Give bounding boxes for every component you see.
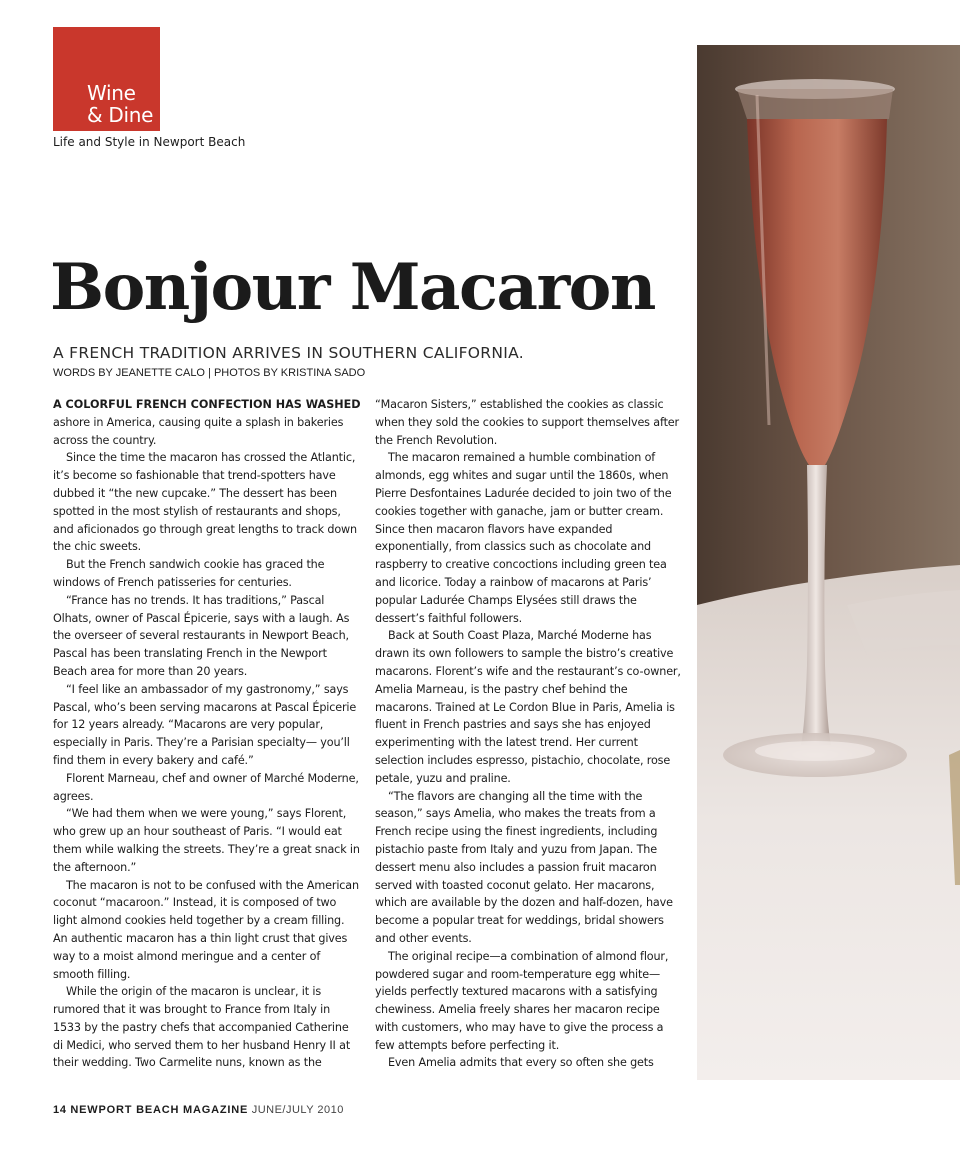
paragraph: “France has no trends. It has traditions,” Pascal Olhats, owner of Pascal Épicerie, says with a laugh. As the overseer of several restaurants in Newport Beach, Pascal has been translating French in the Newport Beach area for more than 20 years. <box>53 593 350 678</box>
paragraph: “The flavors are changing all the time with the season,” says Amelia, who makes the treats from a French recipe using the finest ingredients, including pistachio paste from Italy and yuzu from Japan. The dessert menu also includes a passion fruit macaron served with toasted coconut gelato. Her macarons, which are available by the dozen and half-dozen, have become a popular treat for weddings, bridal showers and other events. <box>375 789 673 945</box>
page-number: 14 <box>53 1104 67 1116</box>
article-byline: WORDS BY JEANETTE CALO | PHOTOS BY KRISTINA SADO <box>53 367 366 379</box>
paragraph: “I feel like an ambassador of my gastronomy,” says Pascal, who’s been serving macarons at Pascal Épicerie for 12 years already. “Macarons are very popular, especially in Paris. They’re a Parisian specialty— you’ll find them in every bakery and café.” <box>53 682 357 767</box>
paragraph: The original recipe—a combination of almond flour, powdered sugar and room-temperature egg white—yields perfectly textured macarons with a satisfying chewiness. Amelia freely shares her macaron recipe with customers, who may have to give the process a few attempts before perfecting it. <box>375 949 669 1052</box>
article-column-left <box>53 396 361 1072</box>
paragraph: “Macaron Sisters,” established the cookies as classic when they sold the cookies to support themselves after the French Revolution. <box>375 398 679 447</box>
paragraph: “We had them when we were young,” says Florent, who grew up an hour southeast of Paris. “I would eat them while walking the streets. They’re a great snack in the afternoon.” <box>53 807 360 874</box>
page-footer <box>53 1104 344 1116</box>
issue-date: JUNE/JULY 2010 <box>251 1104 344 1116</box>
logo-line-2: & Dine <box>87 103 154 127</box>
article-subtitle: A FRENCH TRADITION ARRIVES IN SOUTHERN CALIFORNIA. <box>53 344 524 362</box>
champagne-flute-illustration <box>697 45 960 1080</box>
paragraph: Even Amelia admits that every so often she gets <box>388 1056 654 1070</box>
paragraph: Since the time the macaron has crossed the Atlantic, it’s become so fashionable that trend-spotters have dubbed it “the new cupcake.” The dessert has been spotted in the most stylish of restaurants and shops, and aficionados go through great lengths to track down the chic sweets. <box>53 451 357 554</box>
lead-in: A COLORFUL FRENCH CONFECTION HAS WASHED <box>53 398 361 411</box>
publication-name: NEWPORT BEACH MAGAZINE <box>70 1104 249 1116</box>
paragraph: But the French sandwich cookie has graced the windows of French patisseries for centuries. <box>53 558 325 589</box>
paragraph: While the origin of the macaron is unclear, it is rumored that it was brought to France from Italy in 1533 by the pastry chefs that accompanied Catherine di Medici, who served them to her husband Henry II at their wedding. Two Carmelite nuns, known as the <box>53 985 351 1070</box>
logo-text <box>87 82 153 126</box>
logo-line-1: Wine <box>87 81 136 105</box>
paragraph: Florent Marneau, chef and owner of Marché Moderne, agrees. <box>53 771 359 803</box>
champagne-flute-photo <box>697 45 960 1080</box>
article-column-right <box>375 396 683 1072</box>
paragraph: Back at South Coast Plaza, Marché Moderne has drawn its own followers to sample the bistro’s creative macarons. Florent’s wife and the restaurant’s co-owner, Amelia Marneau, is the pastry chef behind the macarons. Trained at Le Cordon Blue in Paris, Amelia is fluent in French pastries and says she has enjoyed experimenting with the latest trend. Her current selection includes espresso, pistachio, chocolate, rose petale, yuzu and praline. <box>375 629 681 785</box>
article-title: Bonjour Macaron <box>50 250 655 325</box>
paragraph <box>53 396 361 449</box>
paragraph: The macaron is not to be confused with the American coconut “macaroon.” Instead, it is composed of two light almond cookies held together by a cream filling. An authentic macaron has a thin light crust that gives way to a moist almond meringue and a center of smooth filling. <box>53 878 359 981</box>
paragraph-text: ashore in America, causing quite a splash in bakeries across the country. <box>53 415 344 447</box>
paragraph: The macaron remained a humble combination of almonds, egg whites and sugar until the 1860s, when Pierre Desfontaines Ladurée decided to join two of the cookies together with ganache, jam or butter cream. Since then macaron flavors have expanded exponentially, from classics such as chocolate and raspberry to creative concoctions including green tea and licorice. Today a rainbow of macarons at Paris’ popular Ladurée Champs Elysées still draws the dessert’s faithful followers. <box>375 451 672 625</box>
wine-and-dine-logo <box>53 27 160 131</box>
section-tagline: Life and Style in Newport Beach <box>53 135 246 149</box>
